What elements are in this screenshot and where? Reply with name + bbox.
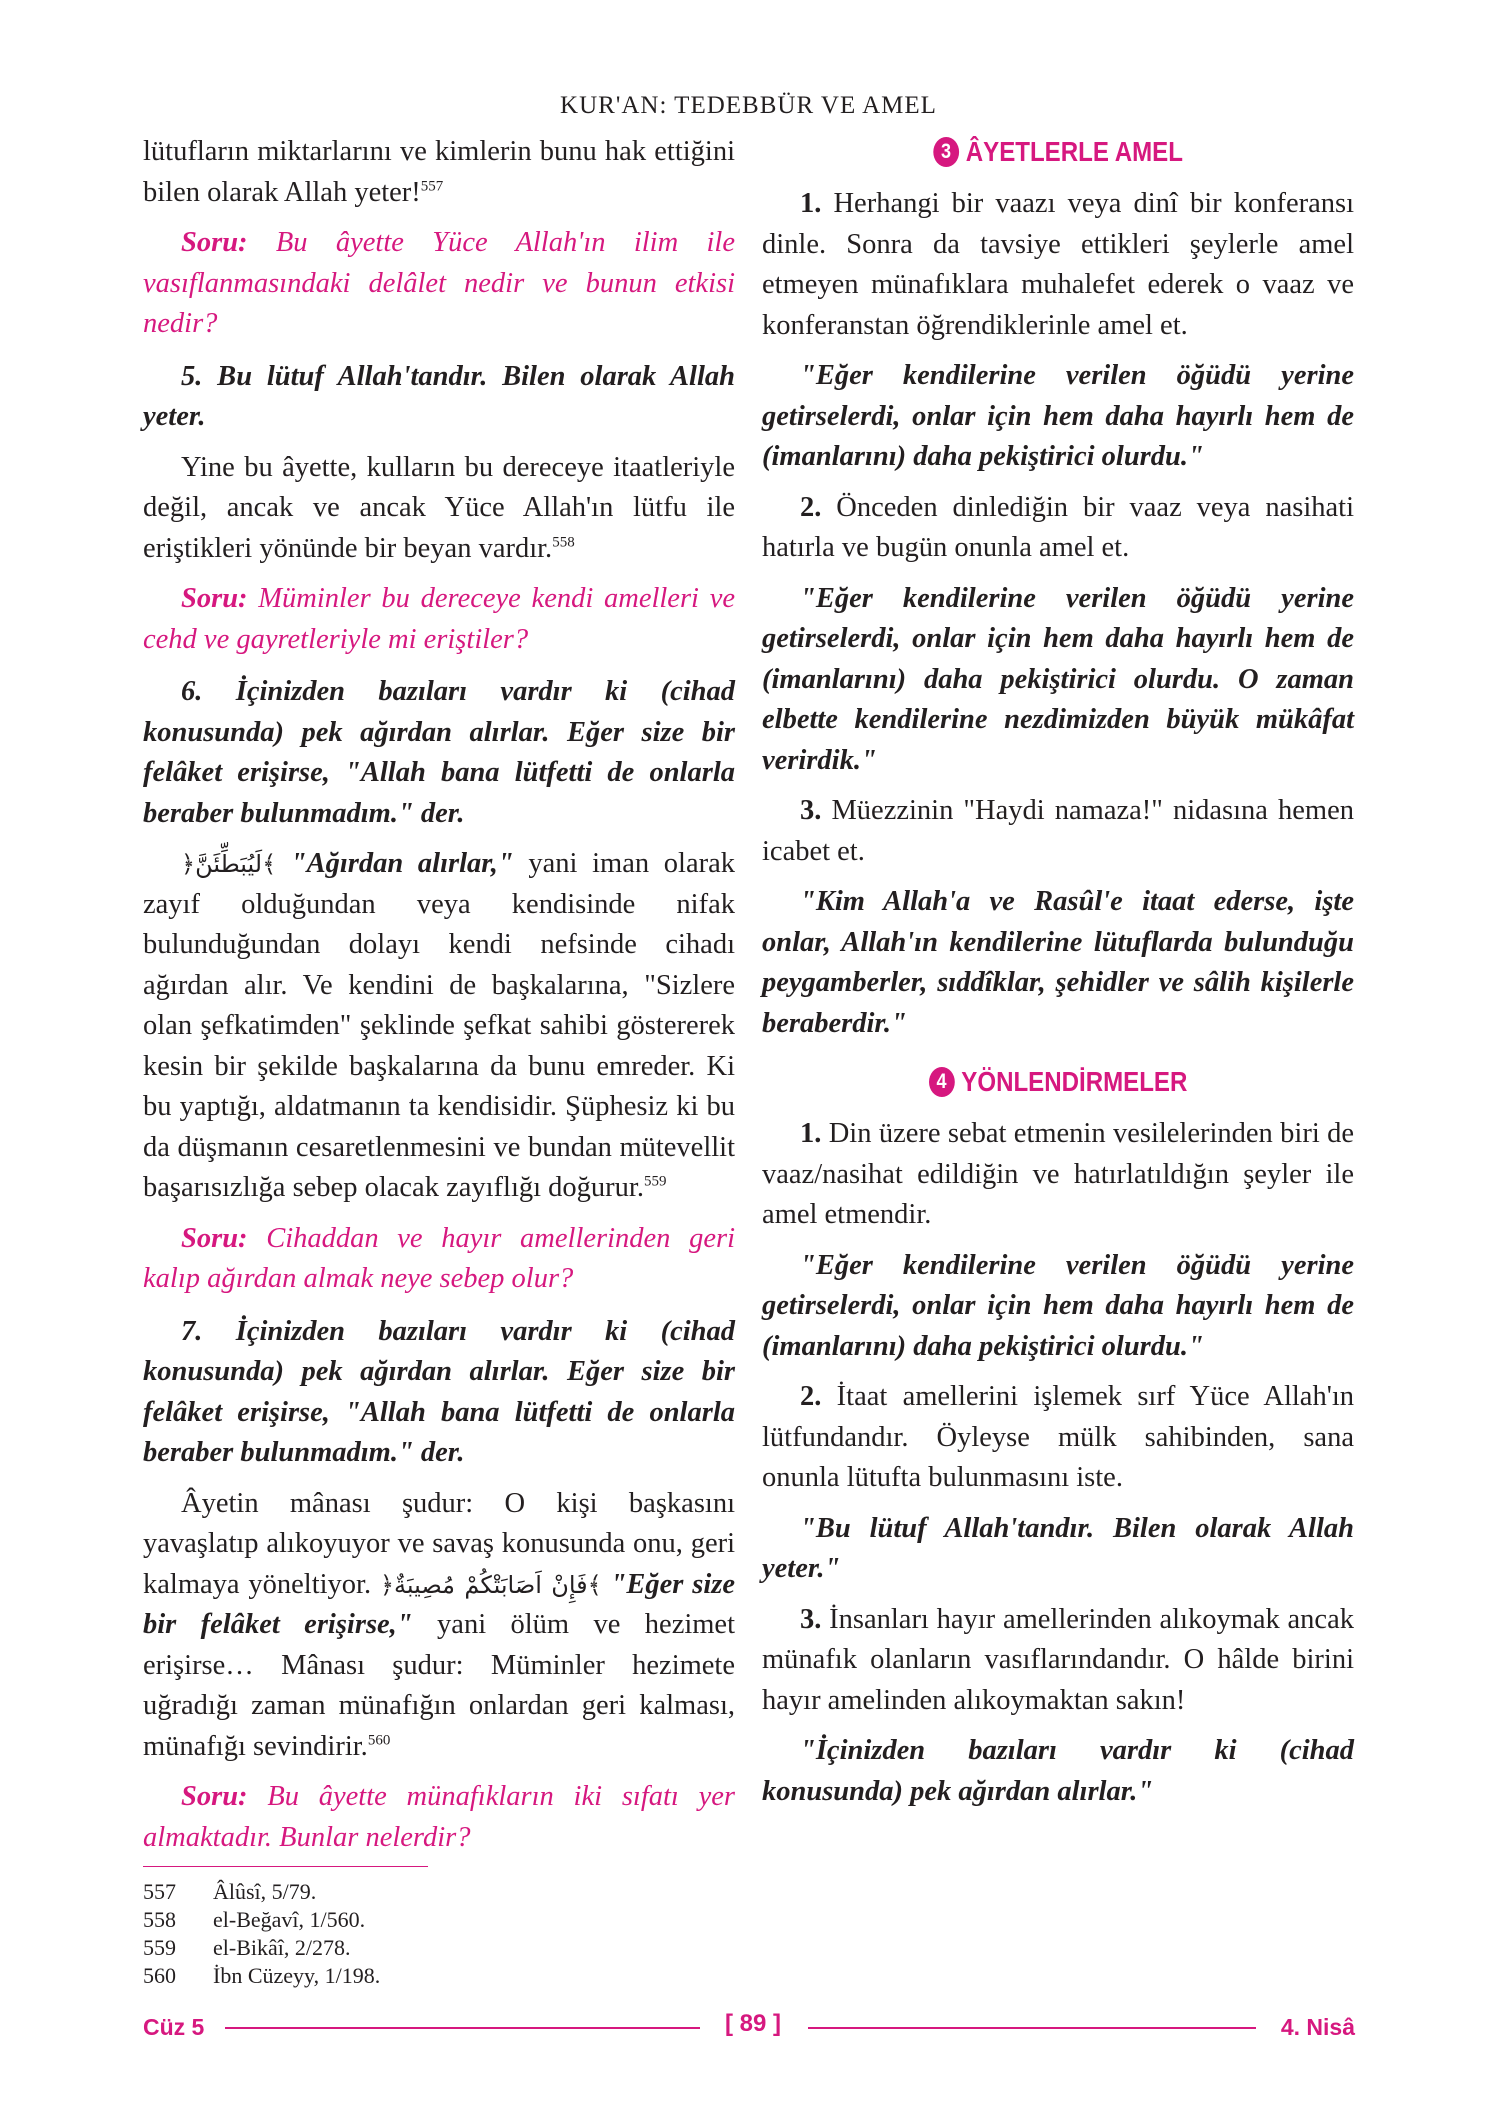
paragraph — [143, 132, 735, 213]
item-number: 2. — [800, 491, 822, 523]
paragraph-text: Müezzinin "Haydi namaza!" nidasına hemen icabet et. — [762, 795, 1354, 867]
paragraph — [762, 184, 1354, 346]
paragraph-text: Yine bu âyette, kulların bu dereceye itaatleriyle değil, ancak ve ancak Yüce Allah'ın lütfu ile eriştikleri yönünde bir beyan vardır. — [143, 451, 735, 564]
running-head: KUR'AN: TEDEBBÜR VE AMEL — [560, 92, 937, 119]
paragraph — [762, 791, 1354, 872]
question-label: Soru: — [181, 1781, 248, 1812]
paragraph — [762, 1377, 1354, 1499]
question-label: Soru: — [181, 227, 248, 258]
question-text: Müminler bu dereceye kendi amelleri ve cehd ve gayretleriyle mi eriştiler? — [143, 583, 735, 655]
footnote-divider — [143, 1866, 428, 1867]
paragraph — [143, 844, 735, 1209]
item-number: 3. — [800, 1603, 822, 1635]
footnote-number: 560 — [143, 1963, 176, 1988]
paragraph-text: lütufların miktarlarını ve kimlerin bunu hak ettiğini bilen olarak Allah yeter! — [143, 136, 735, 208]
question-text: Bu âyette Yüce Allah'ın ilim ile vasıflanmasındaki delâlet nedir ve bunun etkisi nedir? — [143, 227, 735, 339]
footnote-text: el-Beğavî, 1/560. — [213, 1907, 366, 1932]
footer-rule — [225, 2027, 700, 2029]
quoted-phrase: "Eğer size bir felâket erişirse," — [143, 1568, 735, 1640]
verse-heading: 6. İçinizden bazıları vardır ki (cihad konusunda) pek ağırdan alırlar. Eğer size bir felâket erişirse, "Allah bana lütfetti de onlarla beraber bulunmadım." der. — [143, 676, 735, 829]
verse-quote: "İçinizden bazıları vardır ki (cihad konusunda) pek ağırdan alırlar." — [762, 1735, 1354, 1807]
footer-surah: 4. Nisâ — [1280, 2014, 1355, 2040]
footnote-text: el-Bikâî, 2/278. — [213, 1935, 351, 1960]
footnote — [143, 1934, 643, 1962]
footer-juz: Cüz 5 — [143, 2014, 205, 2040]
section-number-badge: 3 — [933, 137, 959, 167]
section-title: ÂYETLERLE AMEL — [965, 136, 1183, 167]
paragraph — [762, 1114, 1354, 1236]
paragraph-text: Âyetin mânası şudur: O kişi başkasını yavaşlatıp alıkoyuyor ve savaş konusunda onu, geri kalmaya yöneltiyor. — [143, 1487, 735, 1600]
quoted-phrase: "Ağırdan alırlar," — [276, 848, 514, 879]
item-number: 3. — [800, 795, 822, 826]
arabic-verse: ﴿فَإِنْ اَصَابَتْكُمْ مُصِيبَةٌ﴾ — [379, 1570, 602, 1599]
footnote-ref[interactable]: 559 — [643, 1173, 667, 1190]
question-label: Soru: — [181, 583, 248, 614]
verse-quote: "Kim Allah'a ve Rasûl'e itaat ederse, işte onlar, Allah'ın kendilerine lütuflarda bulunduğu peygamberler, sıddîklar, şehidler ve sâlih kişilerle beraberdir." — [762, 886, 1354, 1039]
question-text: Bu âyette münafıkların iki sıfatı yer almaktadır. Bunlar nelerdir? — [143, 1781, 735, 1853]
footnote-text: Âlûsî, 5/79. — [213, 1879, 317, 1904]
footer-rule — [808, 2027, 1256, 2029]
arabic-verse: ﴿لَيُبَطِّئَنَّ﴾ — [181, 850, 277, 878]
paragraph-text: İnsanları hayır amellerinden alıkoymak ancak münafık olanların vasıflarındandır. O hâlde birini hayır amelinden alıkoymaktan sakın! — [762, 1603, 1354, 1716]
question — [143, 1777, 735, 1858]
paragraph-text: yani iman olarak zayıf olduğundan veya kendisinde nifak bulunduğundan dolayı kendi nefsinde cihadı ağırdan alır. Ve kendini de başkalarına, "Sizlere olan şefkatimden" şeklinde şefkat sahibi göstererek kesin bir şekilde başkalarına da bunu emreder. Ki bu yaptığı, aldatmanın ta kendisidir. Şüphesiz ki bu da düşmanın cesaretlenmesini ve bundan mütevellit başarısızlığa sebep olacak zayıflığı doğurur. — [143, 848, 735, 1203]
section-title: YÖNLENDİRMELER — [961, 1066, 1188, 1097]
footnote-ref[interactable]: 560 — [367, 1732, 391, 1748]
paragraph — [762, 488, 1354, 569]
section-heading-ayetlerle-amel — [803, 136, 1312, 168]
footnote-ref[interactable]: 557 — [420, 178, 444, 194]
left-column — [143, 132, 735, 1870]
page-footer — [143, 2010, 1355, 2044]
paragraph — [762, 1600, 1354, 1722]
verse-quote: "Bu lütuf Allah'tandır. Bilen olarak Allah yeter." — [762, 1512, 1354, 1584]
verse-quote: "Eğer kendilerine verilen öğüdü yerine getirselerdi, onlar için hem daha hayırlı hem de (imanlarını) daha pekiştirici olurdu." — [762, 1249, 1354, 1362]
question — [143, 1219, 735, 1300]
paragraph-text: Din üzere sebat etmenin vesilelerinden biri de vaaz/nasihat edildiğin ve hatırlatıldığın şeyler ile amel etmendir. — [762, 1118, 1354, 1230]
item-number: 1. — [800, 188, 822, 219]
paragraph-text: İtaat amellerini işlemek sırf Yüce Allah'ın lütfundandır. Öyleyse mülk sahibinden, sana onunla lütufta bulunmasını iste. — [762, 1381, 1354, 1493]
paragraph-text: Herhangi bir vaazı veya dinî bir konferansı dinle. Sonra da tavsiye ettikleri şeylerle amel etmeyen münafıklara muhalefet ederek o vaaz ve konferanstan öğrendiklerinle amel et. — [762, 188, 1354, 341]
right-column — [762, 132, 1354, 1822]
section-heading-yonlendirmeler — [803, 1066, 1312, 1098]
question — [143, 579, 735, 660]
paragraph-text: Önceden dinlediğin bir vaaz veya nasihati hatırla ve bugün onunla amel et. — [762, 491, 1354, 563]
verse-heading: 7. İçinizden bazıları vardır ki (cihad konusunda) pek ağırdan alırlar. Eğer size bir felâket erişirse, "Allah bana lütfetti de onlarla beraber bulunmadım." der. — [143, 1315, 735, 1468]
footnote-text: İbn Cüzeyy, 1/198. — [213, 1963, 381, 1988]
footnote — [143, 1878, 643, 1906]
item-number: 1. — [800, 1118, 822, 1149]
footnote-number: 557 — [143, 1879, 176, 1904]
page-number: [ 89 ] — [724, 2010, 781, 2037]
item-number: 2. — [800, 1381, 822, 1412]
paragraph — [143, 1484, 735, 1768]
footnote — [143, 1962, 643, 1990]
verse-heading: 5. Bu lütuf Allah'tandır. Bilen olarak Allah yeter. — [143, 360, 735, 432]
question-label: Soru: — [181, 1222, 248, 1254]
verse-quote: "Eğer kendilerine verilen öğüdü yerine getirselerdi, onlar için hem daha hayırlı hem de (imanlarını) daha pekiştirici olurdu. O zaman elbette kendilerine nezdimizden büyük mükâfat verirdik." — [762, 582, 1354, 776]
footnote — [143, 1906, 643, 1934]
verse-quote: "Eğer kendilerine verilen öğüdü yerine getirselerdi, onlar için hem daha hayırlı hem de (imanlarını) daha pekiştirici olurdu." — [762, 360, 1354, 472]
section-number-badge: 4 — [929, 1067, 955, 1097]
footnote-number: 559 — [143, 1935, 176, 1960]
question-text: Cihaddan ve hayır amellerinden geri kalıp ağırdan almak neye sebep olur? — [143, 1222, 735, 1294]
question — [143, 223, 735, 345]
paragraph — [143, 448, 735, 570]
footnote-number: 558 — [143, 1907, 176, 1932]
paragraph-text: yani ölüm ve hezimet erişirse… Mânası şudur: Müminler hezimete uğradığı zaman münafığın onlardan geri kalması, münafığı sevindirir. — [143, 1609, 735, 1762]
footnotes — [143, 1878, 643, 1990]
footnote-ref[interactable]: 558 — [552, 534, 575, 550]
